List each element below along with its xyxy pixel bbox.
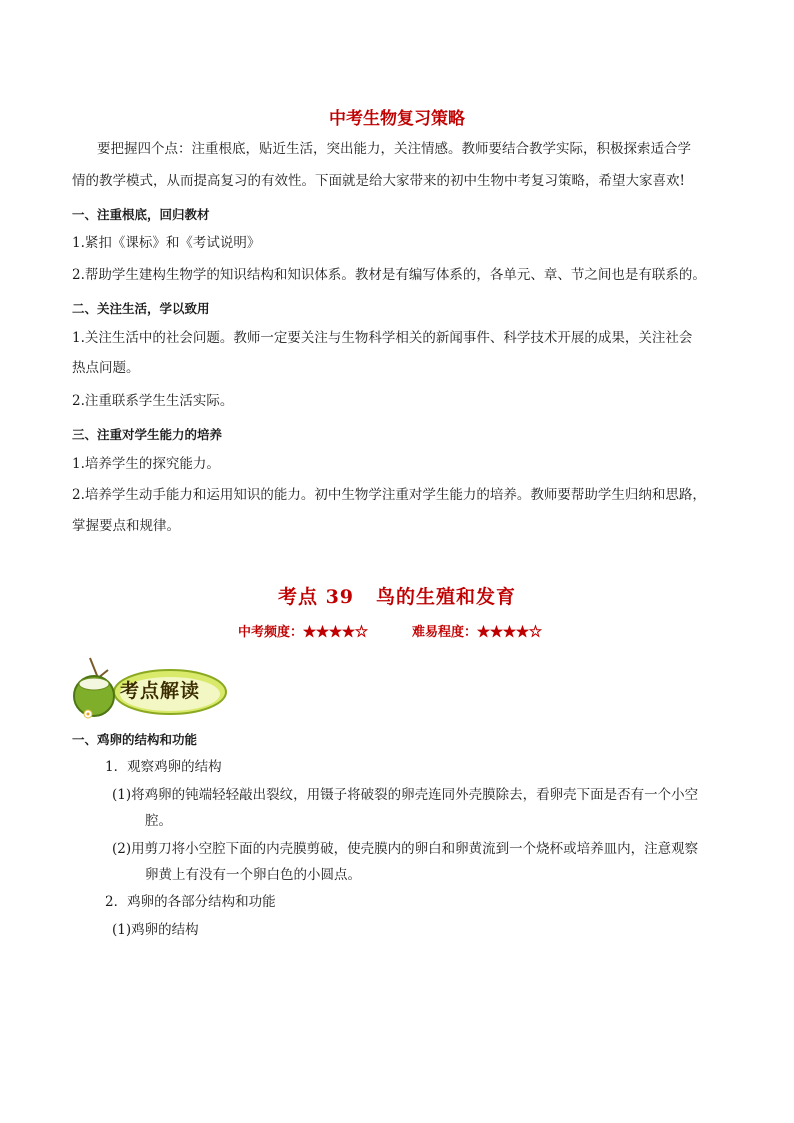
intro-line-1: 要把握四个点：注重根底，贴近生活，突出能力，关注情感。教师要结合教学实际，积极探索适合学 <box>97 141 691 157</box>
content-sub2-item: (1)鸡卵的结构 <box>112 922 199 938</box>
section2-item1-line2: 热点问题。 <box>72 360 140 376</box>
badge-label: 考点解读 <box>120 680 201 702</box>
topic-title <box>0 582 794 609</box>
content-sub-2: 2．鸡卵的各部分结构和功能 <box>105 894 276 910</box>
step1-line2: 腔。 <box>145 813 172 829</box>
section2-heading: 二、关注生活，学以致用 <box>72 301 210 316</box>
section2-item1-line1: 1.关注生活中的社会问题。教师一定要关注与生物科学相关的新闻事件、科学技术开展的成果，关注社会 <box>72 330 693 346</box>
step1-line1: (1)将鸡卵的钝端轻轻敲出裂纹，用镊子将破裂的卵壳连同外壳膜除去，看卵壳下面是否有一个小空 <box>112 787 699 803</box>
frequency-label: 中考频度： <box>238 625 304 640</box>
frequency-rating <box>238 621 368 640</box>
topic-number: 考点 39 <box>277 586 355 608</box>
section3-item-1: 1.培养学生的探究能力。 <box>72 456 220 472</box>
frequency-stars: ★★★★☆ <box>303 625 369 640</box>
page-title: 中考生物复习策略 <box>329 109 465 129</box>
step2-line2: 卵黄上有没有一个卵白色的小圆点。 <box>145 867 361 883</box>
section3-item2-line2: 掌握要点和规律。 <box>72 518 180 534</box>
section3-item2-line1: 2.培养学生动手能力和运用知识的能力。初中生物学注重对学生能力的培养。教师要帮助学生归纳和思路， <box>72 487 706 503</box>
difficulty-stars: ★★★★☆ <box>477 625 543 640</box>
section1-item-2: 2.帮助学生建构生物学的知识结构和知识体系。教材是有编写体系的，各单元、章、节之间也是有联系的。 <box>72 267 706 283</box>
section1-heading: 一、注重根底，回归教材 <box>72 207 210 222</box>
step2-line1: (2)用剪刀将小空腔下面的内壳膜剪破，使壳膜内的卵白和卵黄流到一个烧杯或培养皿内，注意观察 <box>112 841 699 857</box>
topic-name: 鸟的生殖和发育 <box>376 586 517 608</box>
section2-item-2: 2.注重联系学生生活实际。 <box>72 393 234 409</box>
difficulty-rating <box>412 621 542 640</box>
intro-line-2: 情的教学模式，从而提高复习的有效性。下面就是给大家带来的初中生物中考复习策略，希望大家喜欢! <box>72 173 685 189</box>
content-heading: 一、鸡卵的结构和功能 <box>72 732 198 747</box>
section3-heading: 三、注重对学生能力的培养 <box>72 427 223 442</box>
section1-item-1: 1.紧扣《课标》和《考试说明》 <box>72 235 261 251</box>
difficulty-label: 难易程度： <box>412 625 478 640</box>
content-sub-1: 1．观察鸡卵的结构 <box>105 759 222 775</box>
